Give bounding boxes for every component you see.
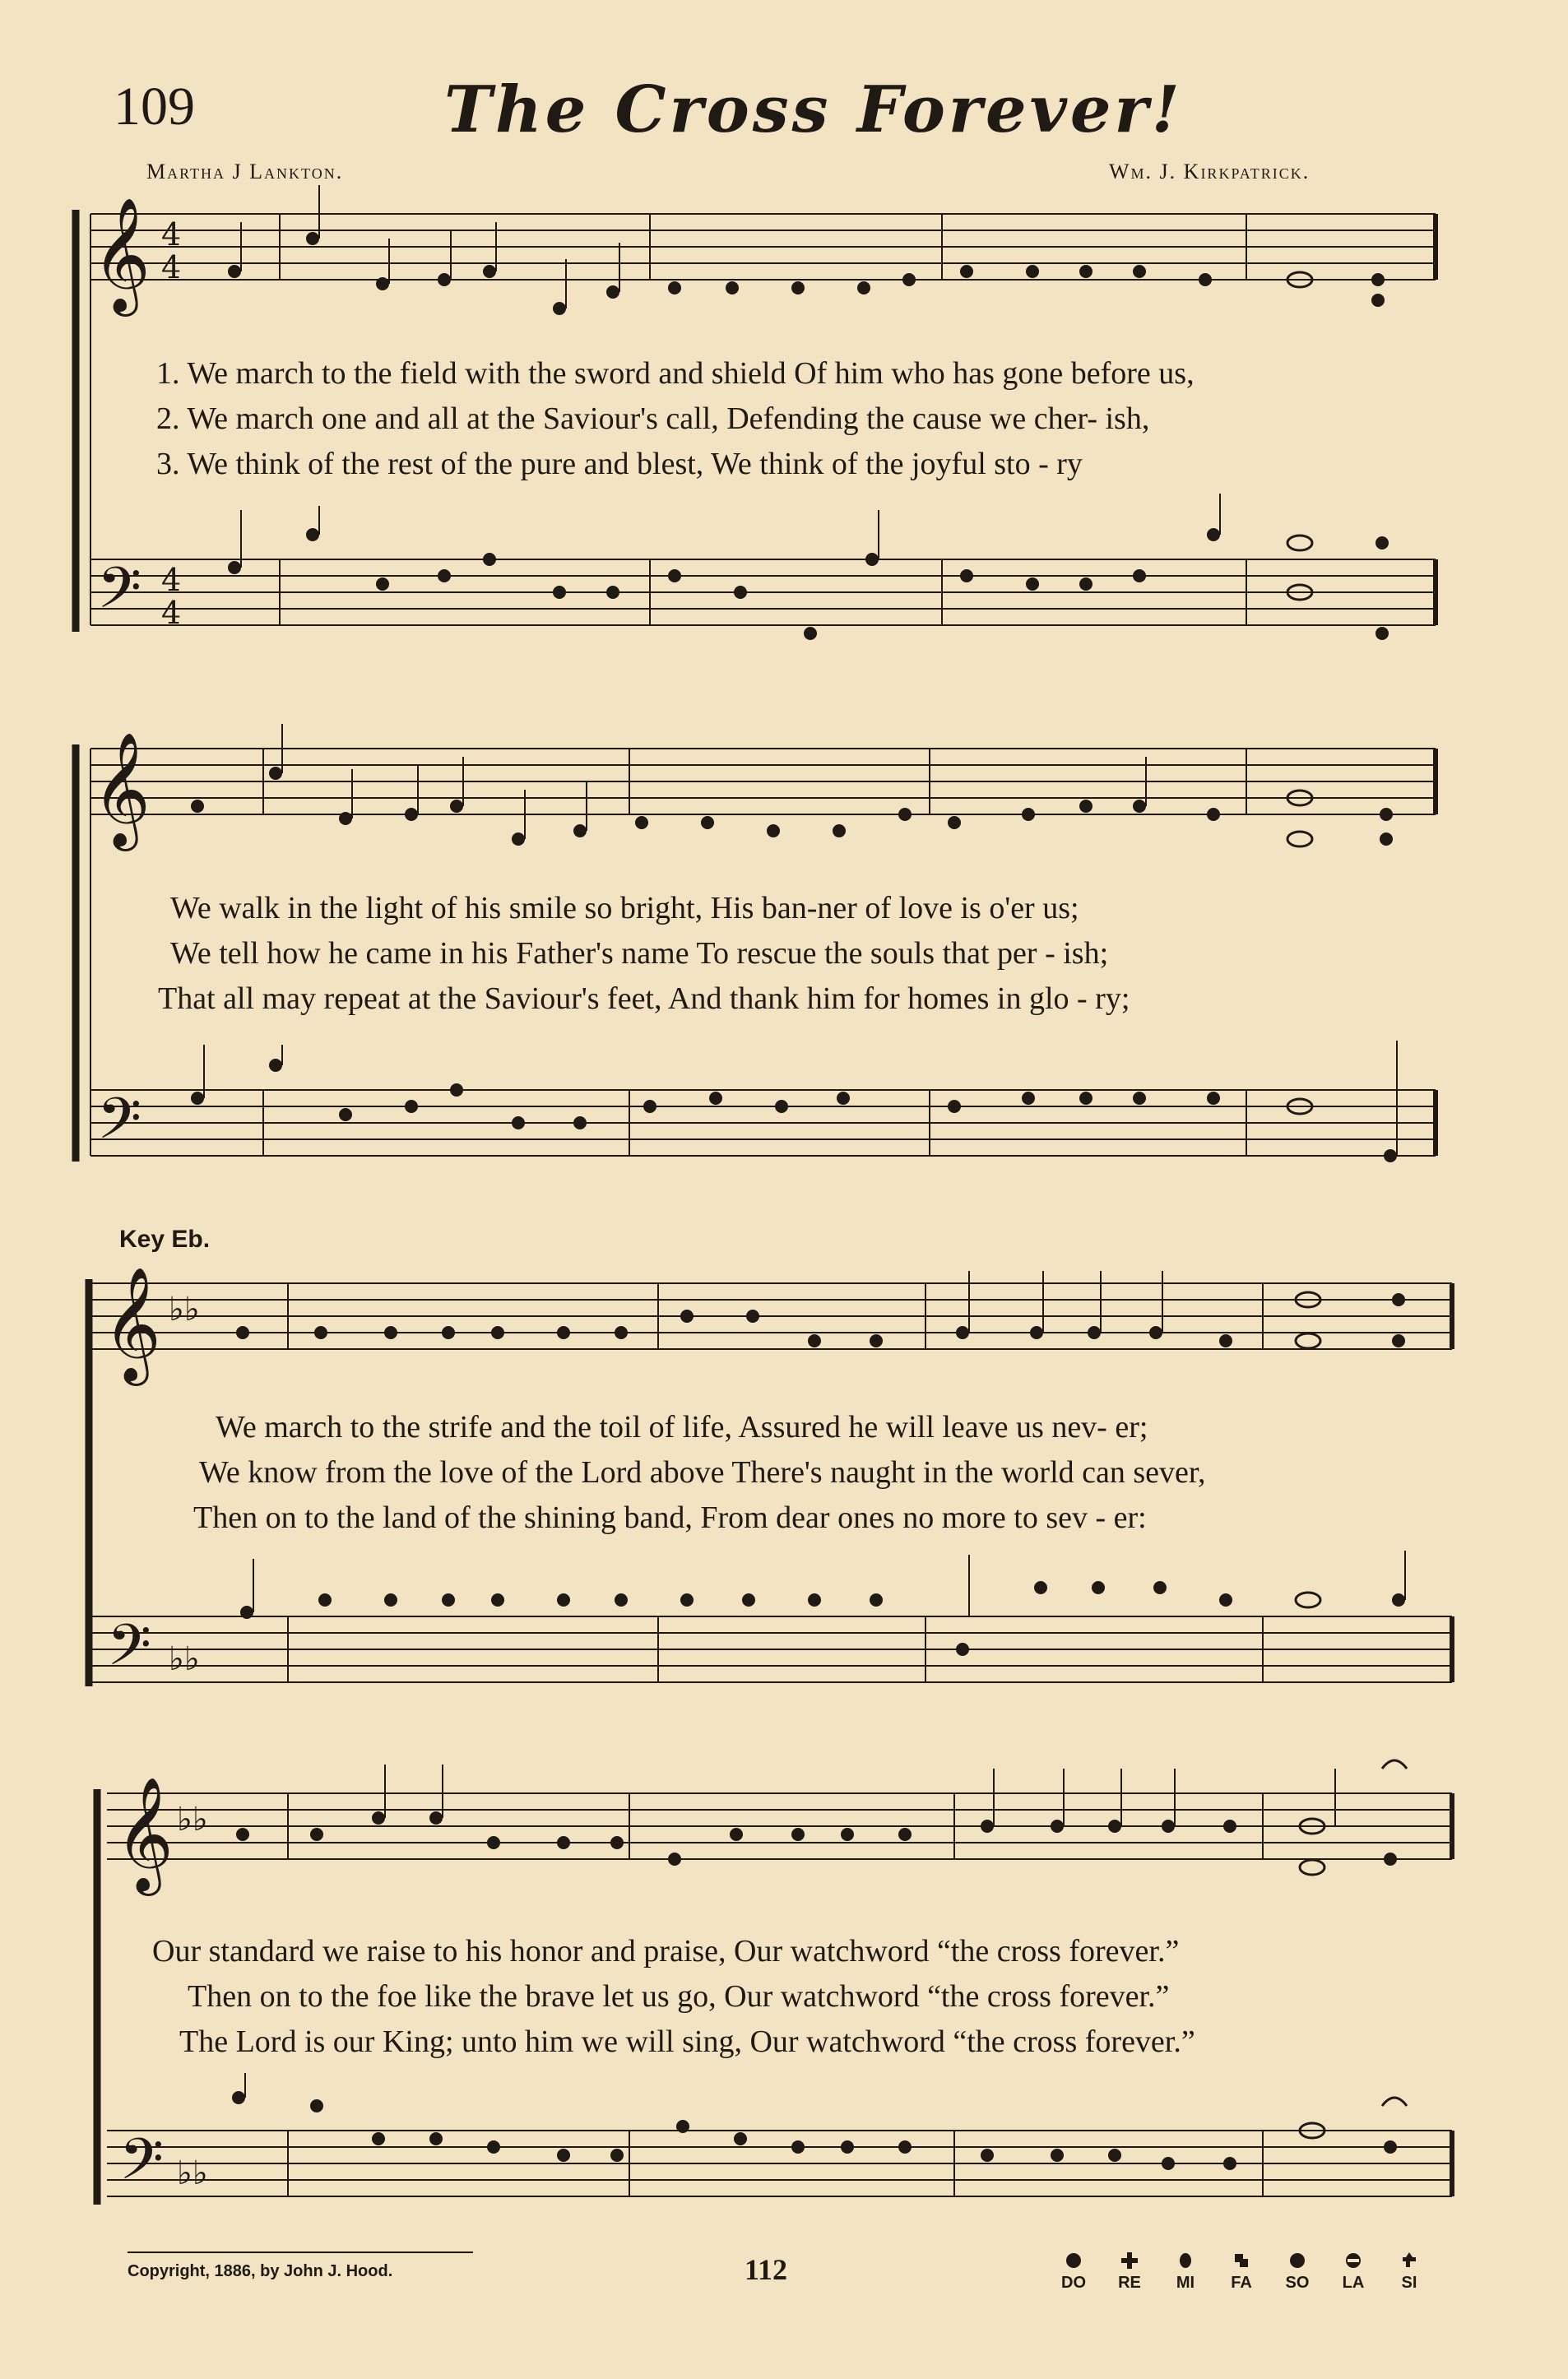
lyric-line-4-verse-2: Then on to the foe like the brave let us go, Our watchword “the cross forever.” (188, 1979, 1170, 2014)
hymn-number: 109 (114, 77, 195, 137)
solfa-label: DO (1061, 2274, 1086, 2292)
lyric-line-1-verse-3: 3. We think of the rest of the pure and blest, We think of the joyful sto - ry (156, 447, 1083, 481)
treble-clef: 𝄞 (115, 1777, 174, 1891)
lyric-line-3-verse-1: We march to the strife and the toil of life, Assured he will leave us nev- er; (216, 1410, 1148, 1445)
hymn-title: The Cross Forever! (444, 72, 1183, 147)
bass-clef: 𝄢 (107, 1612, 152, 1692)
key-label: Key Eb. (119, 1226, 211, 1253)
bass-clef: 𝄢 (119, 2126, 165, 2206)
treble-staff-1 (90, 214, 1436, 280)
fa-note-shape-icon (1233, 2252, 1250, 2269)
bass-staff-3 (90, 1616, 1452, 1682)
lyric-line-4-verse-3: The Lord is our King; unto him we will sing, Our watchword “the cross forever.” (179, 2024, 1195, 2059)
bass-staff-4 (107, 2131, 1452, 2196)
solfa-la (1329, 2252, 1378, 2293)
treble-clef: 𝄞 (92, 732, 151, 846)
lyric-line-3-verse-3: Then on to the land of the shining band, From dear ones no more to sev - er: (193, 1500, 1147, 1535)
lyric-line-2-verse-3: That all may repeat at the Saviour's feet, And thank him for homes in glo - ry; (158, 981, 1130, 1016)
lyric-line-1-verse-1: 1. We march to the field with the sword and shield Of him who has gone before us, (156, 356, 1195, 391)
key-signature-flats: ♭♭ (169, 1640, 200, 1678)
lyric-line-3-verse-2: We know from the love of the Lord above There's naught in the world can sever, (199, 1455, 1206, 1490)
time-signature: 4 (161, 595, 182, 631)
time-signature: 4 (161, 249, 182, 285)
footer-rule (128, 2251, 473, 2253)
bass-clef: 𝄢 (97, 554, 142, 635)
copyright-notice: Copyright, 1886, by John J. Hood. (128, 2262, 393, 2280)
solfa-so (1273, 2252, 1322, 2293)
solfa-mi (1161, 2252, 1210, 2293)
solfa-label: MI (1176, 2274, 1195, 2292)
bass-clef: 𝄢 (97, 1085, 142, 1166)
do-note-shape-icon (1065, 2252, 1082, 2269)
time-signature: 4 (161, 562, 182, 598)
solfa-label: FA (1231, 2274, 1252, 2292)
lyric-line-2-verse-1: We walk in the light of his smile so bright, His ban-ner of love is o'er us; (170, 891, 1079, 925)
solfa-fa (1217, 2252, 1266, 2293)
la-note-shape-icon (1345, 2252, 1362, 2269)
fermata-icon (1382, 2098, 1407, 2106)
solfa-do (1049, 2252, 1098, 2293)
time-signature: 4 (161, 216, 182, 253)
page-number: 112 (745, 2253, 788, 2286)
si-note-shape-icon (1401, 2252, 1417, 2269)
solfa-label: RE (1118, 2274, 1141, 2292)
solfa-label: SO (1285, 2274, 1310, 2292)
mi-note-shape-icon (1177, 2252, 1194, 2269)
treble-clef: 𝄞 (92, 197, 151, 312)
re-note-shape-icon (1121, 2252, 1138, 2269)
key-signature-flats: ♭♭ (177, 2154, 208, 2192)
solfa-re (1105, 2252, 1154, 2293)
key-signature-flats: ♭♭ (169, 1291, 200, 1329)
solfa-label: LA (1342, 2274, 1365, 2292)
composer-credit: Wm. J. Kirkpatrick. (1109, 160, 1311, 183)
treble-clef: 𝄞 (103, 1267, 161, 1381)
lyric-line-4-verse-1: Our standard we raise to his honor and praise, Our watchword “the cross forever.” (152, 1934, 1180, 1969)
bass-staff-2 (90, 1090, 1436, 1156)
treble-staff-4 (107, 1793, 1452, 1859)
bass-staff-1 (90, 559, 1436, 625)
solfa-label: SI (1401, 2274, 1417, 2292)
key-signature-flats: ♭♭ (177, 1801, 208, 1839)
fermata-icon (1382, 1760, 1407, 1769)
lyric-line-1-verse-2: 2. We march one and all at the Saviour's call, Defending the cause we cher- ish, (156, 401, 1150, 436)
so-note-shape-icon (1289, 2252, 1306, 2269)
staff-systems (76, 185, 1452, 2206)
treble-staff-2 (90, 749, 1436, 814)
solfa-si (1385, 2252, 1434, 2293)
lyric-line-2-verse-2: We tell how he came in his Father's name To rescue the souls that per - ish; (170, 936, 1109, 971)
author-credit: Martha J Lankton. (146, 160, 344, 183)
solfa-legend (1049, 2252, 1436, 2302)
treble-staff-3 (90, 1283, 1452, 1349)
